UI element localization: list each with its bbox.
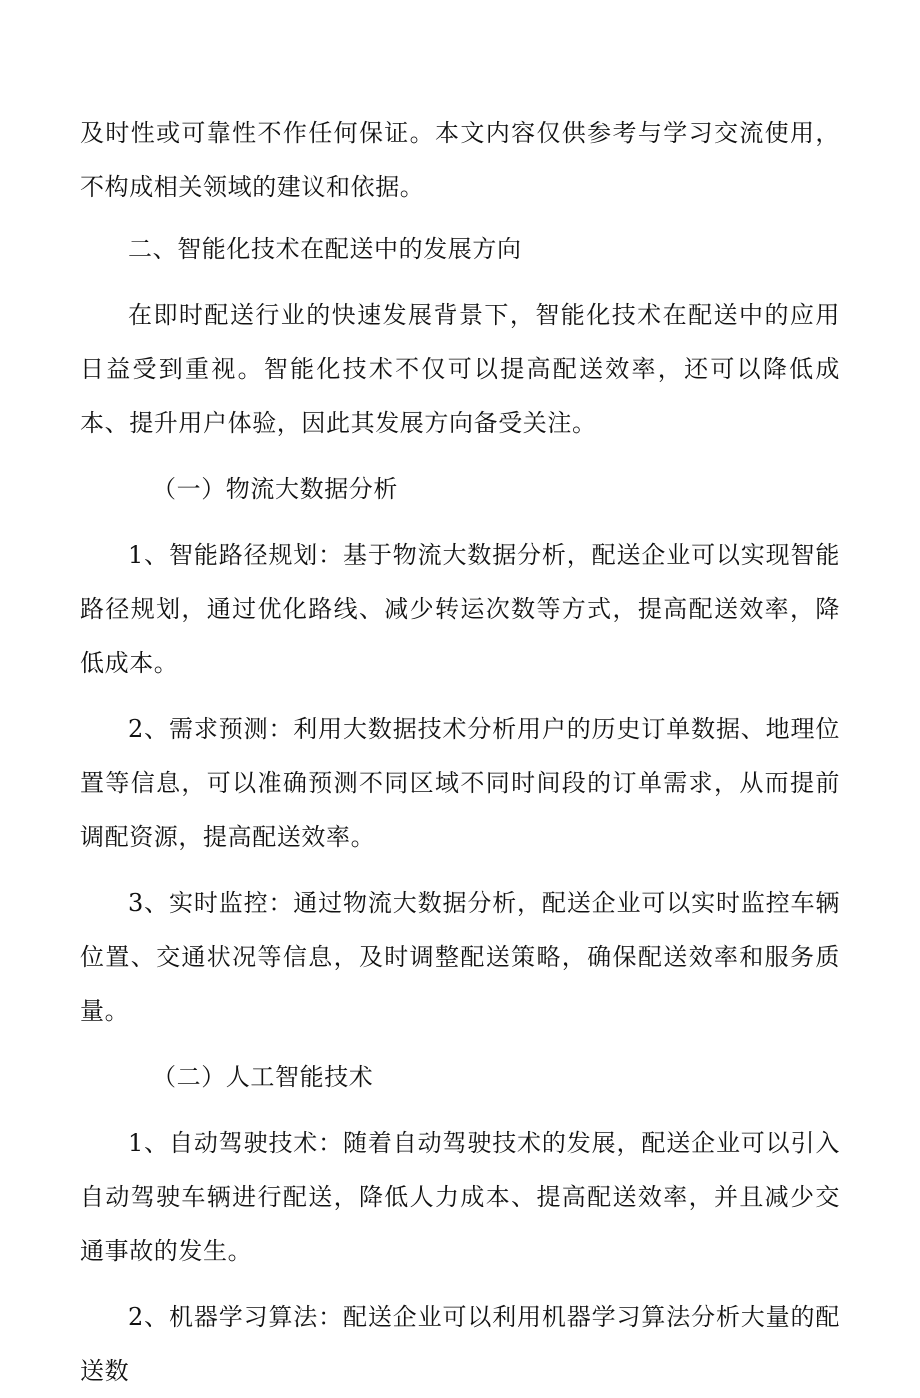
document-body — [80, 106, 840, 1398]
paragraph-route-planning: 1、智能路径规划：基于物流大数据分析，配送企业可以实现智能路径规划，通过优化路线、减少转运次数等方式，提高配送效率，降低成本。 — [80, 541, 840, 677]
paragraph-demand-forecast: 2、需求预测：利用大数据技术分析用户的历史订单数据、地理位置等信息，可以准确预测不同区域不同时间段的订单需求，从而提前调配资源，提高配送效率。 — [80, 715, 840, 851]
paragraph-intro: 在即时配送行业的快速发展背景下，智能化技术在配送中的应用日益受到重视。智能化技术不仅可以提高配送效率，还可以降低成本、提升用户体验，因此其发展方向备受关注。 — [80, 301, 840, 437]
paragraph-disclaimer-continuation: 及时性或可靠性不作任何保证。本文内容仅供参考与学习交流使用，不构成相关领域的建议和依据。 — [80, 119, 840, 201]
paragraph-machine-learning: 2、机器学习算法：配送企业可以利用机器学习算法分析大量的配送数 — [80, 1303, 840, 1385]
subheading-logistics-big-data: （一）物流大数据分析 — [152, 475, 398, 503]
paragraph-realtime-monitoring: 3、实时监控：通过物流大数据分析，配送企业可以实时监控车辆位置、交通状况等信息，及时调整配送策略，确保配送效率和服务质量。 — [80, 889, 840, 1025]
paragraph-autonomous-driving: 1、自动驾驶技术：随着自动驾驶技术的发展，配送企业可以引入自动驾驶车辆进行配送，降低人力成本、提高配送效率，并且减少交通事故的发生。 — [80, 1129, 840, 1265]
section-heading-development-direction: 二、智能化技术在配送中的发展方向 — [128, 235, 522, 263]
subheading-ai-technology: （二）人工智能技术 — [152, 1063, 374, 1091]
